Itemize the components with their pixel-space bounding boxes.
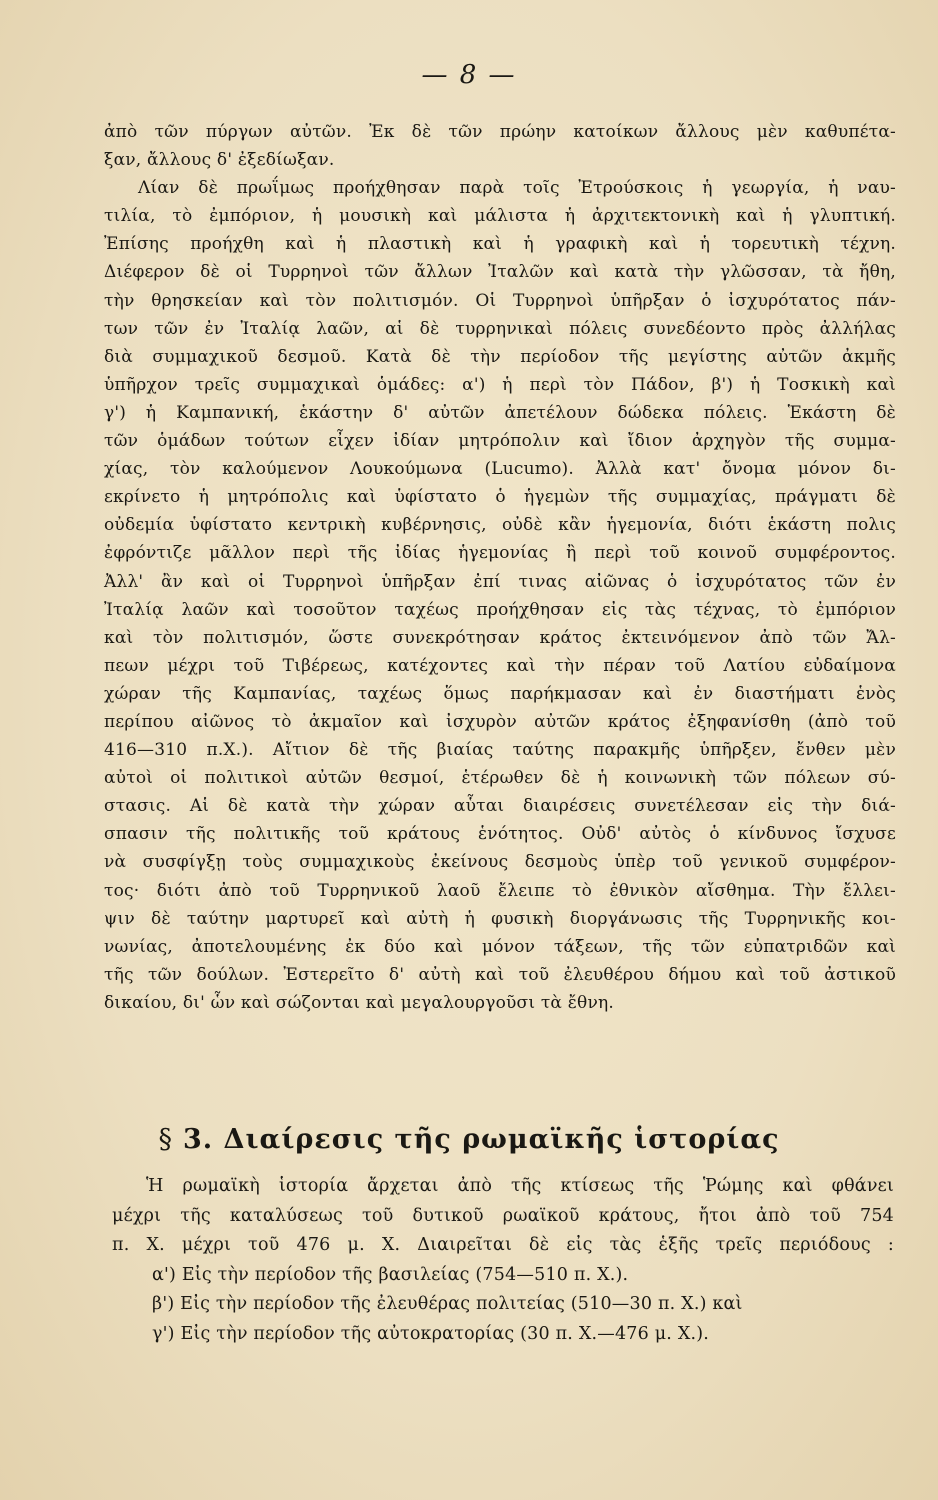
text-line: μέχρι τῆς καταλύσεως τοῦ δυτικοῦ ρωαϊκοῦ κράτους, ἤτοι ἀπὸ τοῦ 754 bbox=[112, 1205, 894, 1226]
text-line: Ἀλλ' ἂν καὶ οἱ Τυρρηνοὶ ὑπῆρξαν ἐπί τινας αἰῶνας ὁ ἰσχυρότατος τῶν ἐν bbox=[104, 571, 896, 592]
text-line: 416—310 π.Χ.). Αἴτιον δὲ τῆς βιαίας ταύτης παρακμῆς ὑπῆρξεν, ἔνθεν μὲν bbox=[104, 740, 896, 761]
text-line: νωνίας, ἀποτελουμένης ἐκ δύο καὶ μόνον τάξεων, τῆς τῶν εὐπατριδῶν καὶ bbox=[104, 936, 896, 957]
text-line: των τῶν ἐν Ἰταλίᾳ λαῶν, αἱ δὲ τυρρηνικαὶ πόλεις συνεδέοντο πρὸς ἀλλήλας bbox=[104, 318, 896, 339]
text-line: π. Χ. μέχρι τοῦ 476 μ. Χ. Διαιρεῖται δὲ εἰς τὰς ἑξῆς τρεῖς περιόδους : bbox=[112, 1235, 894, 1255]
page-number: — 8 — bbox=[421, 60, 517, 90]
section-heading bbox=[0, 1124, 938, 1155]
section-title-text: 3. Διαίρεσις τῆς ρωμαϊκῆς ἱστορίας bbox=[182, 1124, 780, 1155]
text-line: ψιν δὲ ταύτην μαρτυρεῖ καὶ αὐτὴ ἡ φυσικὴ διοργάνωσις τῆς Τυρρηνικῆς κοι- bbox=[104, 908, 896, 929]
text-line: ἀπὸ τῶν πύργων αὐτῶν. Ἐκ δὲ τῶν πρώην κατοίκων ἄλλους μὲν καθυπέτα- bbox=[104, 122, 896, 142]
text-line: αὐτοὶ οἱ πολιτικοὶ αὐτῶν θεσμοί, ἑτέρωθεν δὲ ἡ κοινωνικὴ τῶν πόλεων σύ- bbox=[104, 768, 896, 789]
text-line: τιλία, τὸ ἐμπόριον, ἡ μουσικὴ καὶ μάλιστα ἡ ἀρχιτεκτονικὴ καὶ ἡ γλυπτική. bbox=[104, 206, 896, 227]
text-line: στασις. Αἱ δὲ κατὰ τὴν χώραν αὗται διαιρέσεις συνετέλεσαν εἰς τὴν διά- bbox=[104, 796, 896, 817]
list-item: β') Εἰς τὴν περίοδον τῆς ἐλευθέρας πολιτείας (510—30 π. Χ.) καὶ bbox=[152, 1294, 743, 1314]
text-line: δικαίου, δι' ὧν καὶ σώζονται καὶ μεγαλουργοῦσι τὰ ἔθνη. bbox=[104, 992, 614, 1013]
text-line: τῶν ὁμάδων τούτων εἶχεν ἰδίαν μητρόπολιν καὶ ἴδιον ἀρχηγὸν τῆς συμμα- bbox=[104, 431, 896, 452]
list-item: α') Εἰς τὴν περίοδον τῆς βασιλείας (754—510 π. Χ.). bbox=[152, 1264, 629, 1285]
text-line: νὰ συσφίγξῃ τοὺς συμμαχικοὺς ἐκείνους δεσμοὺς ὑπὲρ τοῦ γενικοῦ συμφέρον- bbox=[104, 852, 896, 873]
text-line: Διέφερον δὲ οἱ Τυρρηνοὶ τῶν ἄλλων Ἰταλῶν καὶ κατὰ τὴν γλῶσσαν, τὰ ἤθη, bbox=[104, 262, 896, 283]
text-line: διὰ συμμαχικοῦ δεσμοῦ. Κατὰ δὲ τὴν περίοδον τῆς μεγίστης αὐτῶν ἀκμῆς bbox=[104, 346, 896, 367]
text-line: τὴν θρησκείαν καὶ τὸν πολιτισμόν. Οἱ Τυρρηνοὶ ὑπῆρξαν ὁ ἰσχυρότατος πάν- bbox=[104, 290, 896, 311]
text-line: περίπου αἰῶνος τὸ ἀκμαῖον καὶ ἰσχυρὸν αὐτῶν κράτος ἐξηφανίσθη (ἀπὸ τοῦ bbox=[104, 711, 896, 732]
text-line: πεων μέχρι τοῦ Τιβέρεως, κατέχοντες καὶ τὴν πέραν τοῦ Λατίου εὐδαίμονα bbox=[104, 655, 896, 676]
text-line: ξαν, ἄλλους δ' ἐξεδίωξαν. bbox=[104, 150, 335, 171]
text-line: ἐφρόντιζε μᾶλλον περὶ τῆς ἰδίας ἡγεμονίας ἢ περὶ τοῦ κοινοῦ συμφέροντος. bbox=[104, 543, 896, 564]
main-paragraph bbox=[104, 118, 896, 1017]
text-line: τῆς τῶν δούλων. Ἐστερεῖτο δ' αὐτὴ καὶ τοῦ ἐλευθέρου δήμου καὶ τοῦ ἀστικοῦ bbox=[104, 964, 896, 985]
text-line: οὐδεμία ὑφίστατο κεντρικὴ κυβέρνησις, οὐδὲ κἂν ἡγεμονία, διότι ἑκάστη πολις bbox=[104, 515, 896, 536]
section-sign: § bbox=[158, 1124, 173, 1155]
text-line: ὑπῆρχον τρεῖς συμμαχικαὶ ὁμάδες: α') ἡ περὶ τὸν Πάδον, β') ἡ Τοσκικὴ καὶ bbox=[104, 374, 896, 395]
text-line: καὶ τὸν πολιτισμόν, ὥστε συνεκρότησαν κράτος ἐκτεινόμενον ἀπὸ τῶν Ἄλ- bbox=[104, 627, 896, 648]
text-line: σπασιν τῆς πολιτικῆς τοῦ κράτους ἑνότητος. Οὐδ' αὐτὸς ὁ κίνδυνος ἴσχυσε bbox=[104, 824, 896, 845]
text-line: χώραν τῆς Καμπανίας, ταχέως ὅμως παρήκμασαν καὶ ἐν διαστήματι ἑνὸς bbox=[104, 683, 896, 704]
text-line: Ἡ ρωμαϊκὴ ἱστορία ἄρχεται ἀπὸ τῆς κτίσεως τῆς Ῥώμης καὶ φθάνει bbox=[146, 1176, 894, 1196]
text-line: γ') ἡ Καμπανική, ἑκάστην δ' αὐτῶν ἀπετέλουν δώδεκα πόλεις. Ἑκάστη δὲ bbox=[104, 402, 896, 423]
text-line: Ἰταλίᾳ λαῶν καὶ τοσοῦτον ταχέως προήχθησαν εἰς τὰς τέχνας, τὸ ἐμπόριον bbox=[104, 599, 896, 620]
section-paragraph bbox=[112, 1172, 894, 1349]
text-line: Λίαν δὲ πρωΐμως προήχθησαν παρὰ τοῖς Ἐτρούσκοις ἡ γεωργία, ἡ ναυ- bbox=[138, 178, 896, 199]
text-line: Ἐπίσης προήχθη καὶ ἡ πλαστικὴ καὶ ἡ γραφικὴ καὶ ἡ τορευτικὴ τέχνη. bbox=[104, 234, 896, 255]
text-line: εκρίνετο ἡ μητρόπολις καὶ ὑφίστατο ὁ ἡγεμὼν τῆς συμμαχίας, πράγματι δὲ bbox=[104, 487, 896, 508]
text-line: χίας, τὸν καλούμενον Λουκούμωνα (Lucumo). Ἀλλὰ κατ' ὄνομα μόνον δι- bbox=[104, 459, 896, 480]
text-line: τος· διότι ἀπὸ τοῦ Τυρρηνικοῦ λαοῦ ἔλειπε τὸ ἐθνικὸν αἴσθημα. Τὴν ἔλλει- bbox=[104, 880, 896, 901]
list-item: γ') Εἰς τὴν περίοδον τῆς αὐτοκρατορίας (30 π. Χ.—476 μ. Χ.). bbox=[152, 1323, 710, 1344]
